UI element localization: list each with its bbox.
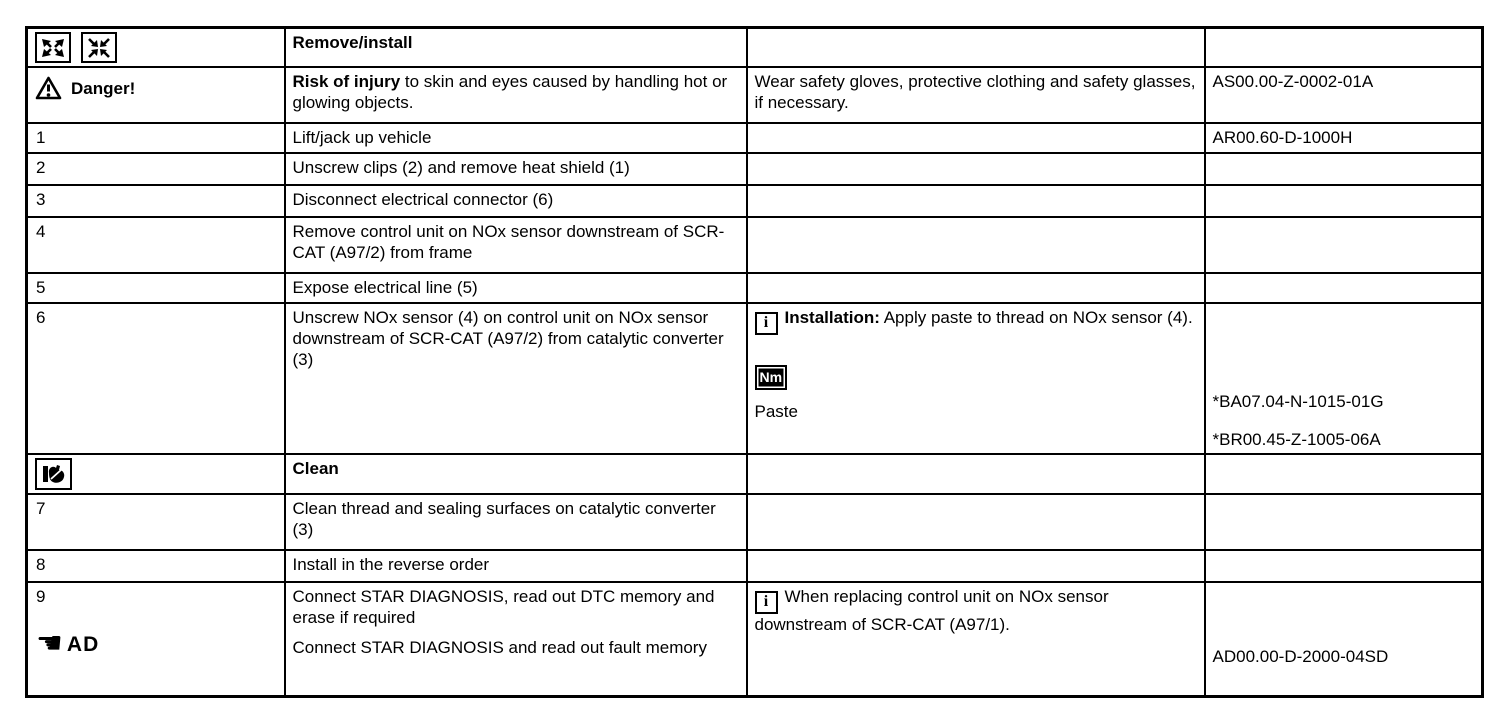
step-number: 4	[27, 217, 285, 273]
installation-note-text: Apply paste to thread on NOx sensor (4).	[879, 308, 1193, 327]
step-note-cell	[747, 217, 1205, 273]
step-number: 8	[27, 550, 285, 582]
step-instruction: Remove control unit on NOx sensor downstream of SCR-CAT (A97/2) from frame	[285, 217, 747, 273]
material-label: Paste	[754, 401, 798, 421]
doc-code-cell	[1205, 582, 1483, 697]
step-instruction: Expose electrical line (5)	[285, 273, 747, 303]
step-row-1	[27, 123, 1483, 153]
step-row-3	[27, 185, 1483, 217]
step-instruction: Unscrew clips (2) and remove heat shield (1)	[285, 153, 747, 185]
torque-line	[755, 365, 1197, 390]
replacement-note-text: When replacing control unit on NOx sensor downstream of SCR-CAT (A97/1).	[754, 587, 1109, 634]
installation-note-bold: Installation:	[784, 308, 880, 327]
doc-code[interactable]: AR00.60-D-1000H	[1205, 123, 1483, 153]
step-row-6	[27, 303, 1483, 454]
clean-hand-icon	[35, 458, 72, 490]
doc-code[interactable]: *BA07.04-N-1015-01G	[1212, 392, 1384, 411]
info-icon: i	[755, 591, 778, 614]
step-instruction: Clean thread and sealing surfaces on catalytic converter (3)	[285, 494, 747, 550]
ad-label: AD	[66, 632, 100, 656]
header-row	[27, 28, 1483, 68]
step-row-5	[27, 273, 1483, 303]
danger-precaution: Wear safety gloves, protective clothing and safety glasses, if necessary.	[747, 67, 1205, 123]
step-note-cell	[747, 273, 1205, 303]
step-note-cell	[747, 494, 1205, 550]
step-number-cell	[27, 582, 285, 697]
doc-code-cell	[1205, 217, 1483, 273]
doc-code-cell	[1205, 494, 1483, 550]
replacement-note	[755, 586, 1197, 635]
step-number: 3	[27, 185, 285, 217]
expand-arrows-icon	[41, 38, 65, 58]
step-number: 6	[27, 303, 285, 454]
warning-triangle-icon	[35, 76, 62, 100]
step-row-8	[27, 550, 1483, 582]
step-number: 7	[27, 494, 285, 550]
section-code-cell	[1205, 454, 1483, 494]
step-instruction: Lift/jack up vehicle	[285, 123, 747, 153]
step-number: 1	[27, 123, 285, 153]
danger-risk-text: to skin and eyes caused by handling hot or glowing objects.	[292, 72, 728, 112]
clean-section-row	[27, 454, 1483, 494]
step-number: 9	[36, 587, 46, 606]
step-note-cell	[747, 550, 1205, 582]
step-instruction: Install in the reverse order	[285, 550, 747, 582]
step-note-cell	[747, 582, 1205, 697]
section-title-remove-install: Remove/install	[285, 28, 747, 68]
doc-code-cell	[1205, 273, 1483, 303]
section-note-cell	[747, 454, 1205, 494]
step-row-2	[27, 153, 1483, 185]
step-row-7	[27, 494, 1483, 550]
header-code-cell	[1205, 28, 1483, 68]
pointing-hand-icon: ☚	[36, 627, 63, 660]
collapse-all-button[interactable]	[81, 32, 117, 63]
diagnosis-reference	[36, 627, 277, 660]
danger-risk-cell	[285, 67, 747, 123]
danger-row	[27, 67, 1483, 123]
doc-code[interactable]: AD00.00-D-2000-04SD	[1212, 647, 1389, 666]
doc-code[interactable]: *BR00.45-Z-1005-06A	[1212, 430, 1381, 449]
step-note-cell	[747, 303, 1205, 454]
header-note-cell	[747, 28, 1205, 68]
danger-risk-bold: Risk of injury	[292, 72, 401, 91]
step-note-cell	[747, 185, 1205, 217]
step-instruction: Connect STAR DIAGNOSIS, read out DTC memory and erase if required	[292, 587, 715, 627]
step-row-4	[27, 217, 1483, 273]
step-row-9	[27, 582, 1483, 697]
doc-code[interactable]: AS00.00-Z-0002-01A	[1205, 67, 1483, 123]
step-instruction: Unscrew NOx sensor (4) on control unit on NOx sensor downstream of SCR-CAT (A97/2) from catalytic converter (3)	[285, 303, 747, 454]
step-instruction: Disconnect electrical connector (6)	[285, 185, 747, 217]
step-note-cell	[747, 153, 1205, 185]
collapse-arrows-icon	[87, 38, 111, 58]
installation-note	[755, 307, 1197, 335]
step-instruction-cell	[285, 582, 747, 697]
doc-code-cell	[1205, 550, 1483, 582]
doc-code-cell	[1205, 185, 1483, 217]
step-number: 5	[27, 273, 285, 303]
procedure-table	[25, 26, 1484, 698]
doc-code-cell	[1205, 303, 1483, 454]
torque-nm-icon: Nm	[755, 365, 788, 390]
danger-label: Danger!	[71, 78, 136, 98]
expand-all-button[interactable]	[35, 32, 71, 63]
section-title-clean: Clean	[285, 454, 747, 494]
info-icon: i	[755, 312, 778, 335]
step-note-cell	[747, 123, 1205, 153]
step-instruction: Connect STAR DIAGNOSIS and read out fault memory	[292, 638, 707, 657]
step-number: 2	[27, 153, 285, 185]
doc-code-cell	[1205, 153, 1483, 185]
